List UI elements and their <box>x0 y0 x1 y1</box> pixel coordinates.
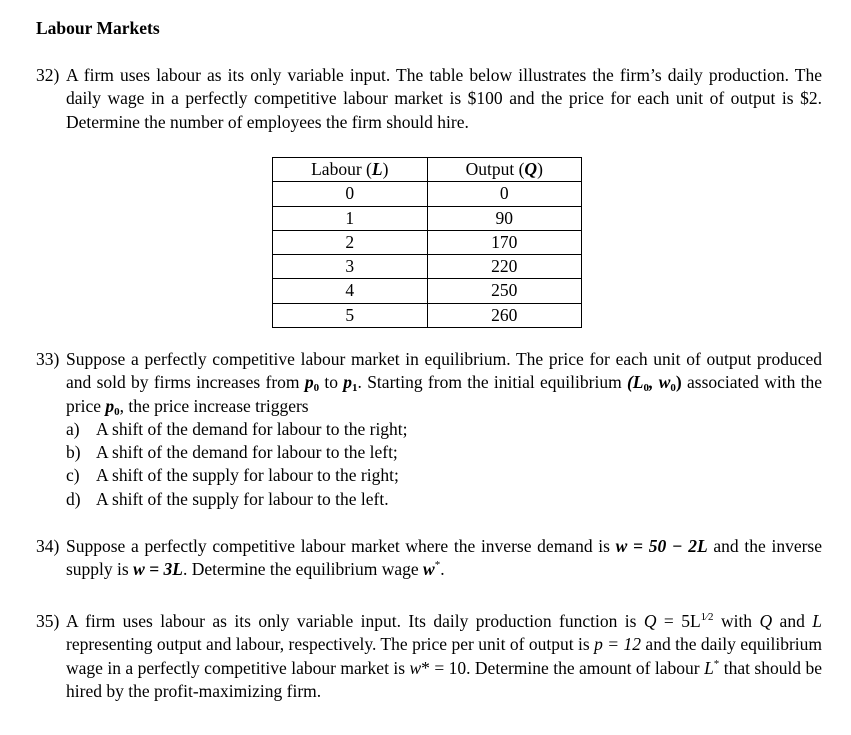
question-text: Suppose a perfectly competitive labour market in equilibrium. The price for each unit of output produced and sold by firms increases from $p_0$ to $p_1$. Starting from the initial equilibrium ($L_0$, $w_0$) associated with the price $p_0$, the price increase triggers <box>66 349 822 418</box>
table-row <box>273 230 582 254</box>
table-header-row <box>273 158 582 182</box>
answer-option-b: b) A shift of the demand for labour to the left; <box>66 442 398 463</box>
cell-output: 170 <box>427 230 582 254</box>
cell-labour: 4 <box>273 279 428 303</box>
question-34 <box>36 535 822 582</box>
header-output: Output (Q) <box>427 158 582 182</box>
cell-output: 90 <box>427 206 582 230</box>
question-35 <box>36 610 822 703</box>
question-text: A firm uses labour as its only variable input. Its daily production function is $Q = 5L^{1⁄2}$ with Q and L representing output and labour, respectively. The price per unit of output is p = 12 and the daily equilibrium wage in a perfectly competitive labour market is w* = 10. Determine the amount of labour L* that should be hired by the profit-maximizing firm. <box>66 611 823 701</box>
question-number: 33) <box>36 349 60 369</box>
cell-output: 0 <box>427 182 582 206</box>
answer-option-a: a) A shift of the demand for labour to the right; <box>66 418 408 439</box>
table-row <box>273 182 582 206</box>
question-number: 35) <box>36 611 60 631</box>
question-33 <box>36 348 822 511</box>
answer-option-c: c) A shift of the supply for labour to the right; <box>66 465 399 486</box>
cell-output: 250 <box>427 279 582 303</box>
cell-output: 220 <box>427 255 582 279</box>
header-labour: Labour (L) <box>273 158 428 182</box>
answer-options <box>66 418 822 511</box>
answer-option-d: d) A shift of the supply for labour to the left. <box>66 488 389 509</box>
section-title: Labour Markets <box>36 18 160 38</box>
table-row <box>273 206 582 230</box>
cell-output: 260 <box>427 303 582 327</box>
question-number: 32) <box>36 65 60 85</box>
question-text: A firm uses labour as its only variable input. The table below illustrates the firm’s daily production. The daily wage in a perfectly competitive labour market is $100 and the price for each unit of output is $2. Determine the number of employees the firm should hire. <box>66 65 822 132</box>
table-row <box>273 303 582 327</box>
question-text: Suppose a perfectly competitive labour market where the inverse demand is w = 50 − 2L and the inverse supply is w = 3L. Determine the equilibrium wage w*. <box>66 536 822 580</box>
cell-labour: 0 <box>273 182 428 206</box>
cell-labour: 2 <box>273 230 428 254</box>
cell-labour: 3 <box>273 255 428 279</box>
production-table <box>272 157 582 328</box>
question-number: 34) <box>36 536 60 556</box>
cell-labour: 1 <box>273 206 428 230</box>
table-row <box>273 279 582 303</box>
table-row <box>273 255 582 279</box>
cell-labour: 5 <box>273 303 428 327</box>
question-32 <box>36 64 822 134</box>
